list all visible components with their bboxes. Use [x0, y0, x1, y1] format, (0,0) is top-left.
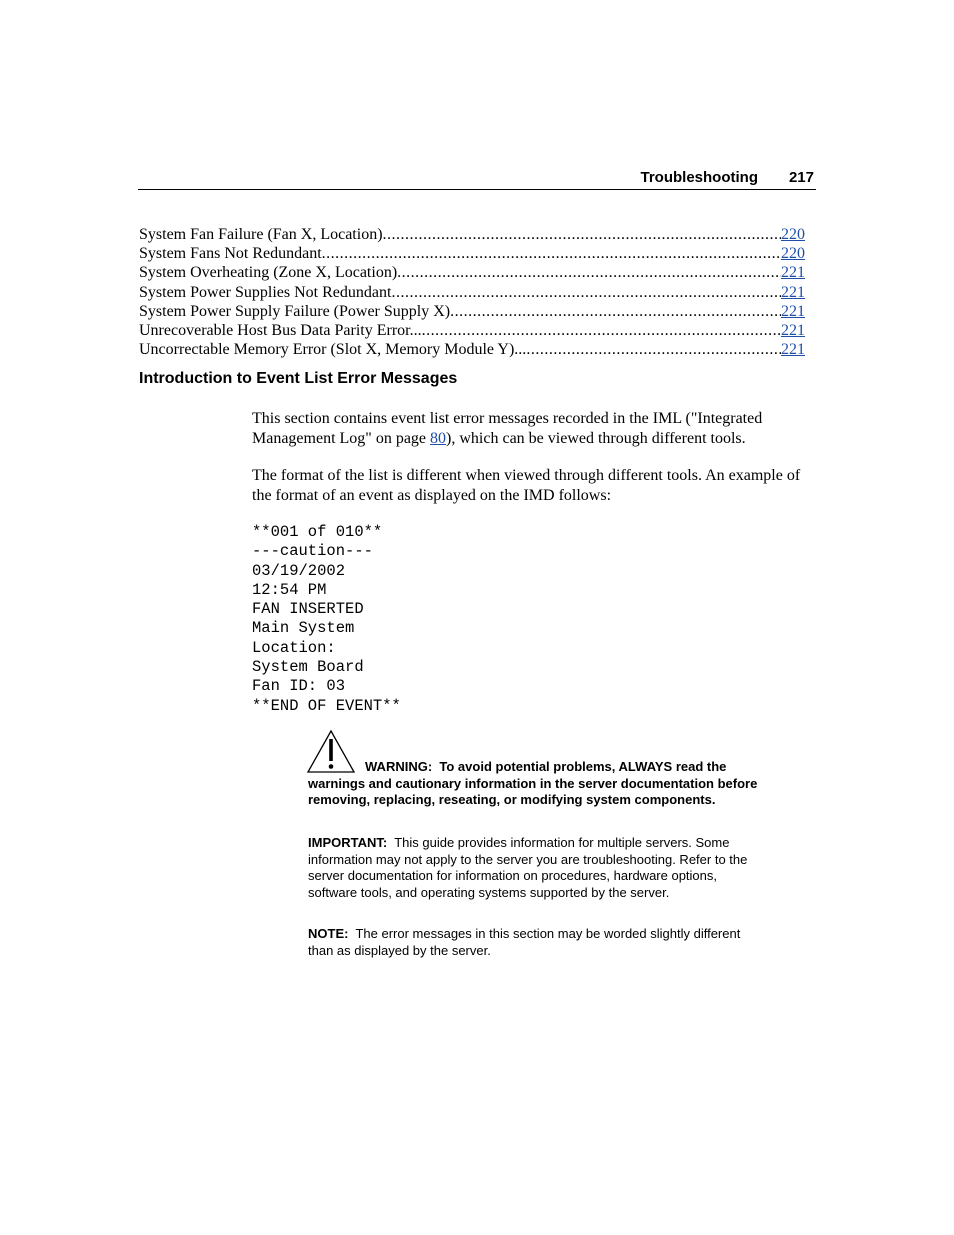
- intro-text-before: This section contains event list error messages recorded in the IML ("Integrated Management Log" on page: [252, 410, 763, 447]
- toc-entry[interactable]: [139, 340, 805, 359]
- toc-leader-dots: [383, 225, 781, 244]
- toc-entry[interactable]: [139, 225, 805, 244]
- code-line: Location:: [252, 638, 336, 657]
- code-line: Main System: [252, 619, 355, 638]
- warning-notice: [308, 759, 760, 809]
- event-example-code: [252, 523, 401, 716]
- toc-leader-dots: [422, 321, 781, 340]
- toc-leader-dots: [526, 340, 781, 359]
- toc-entry[interactable]: [139, 263, 805, 282]
- toc-page-link[interactable]: 221: [781, 283, 805, 301]
- toc-entry[interactable]: [139, 244, 805, 263]
- toc-entry-title: Unrecoverable Host Bus Data Parity Error...: [139, 321, 422, 339]
- table-of-contents: [139, 225, 805, 359]
- toc-page-link[interactable]: 221: [781, 341, 805, 359]
- toc-leader-dots: [391, 283, 781, 302]
- toc-leader-dots: [397, 263, 781, 282]
- page-header: [138, 168, 816, 190]
- code-line: Fan ID: 03: [252, 677, 346, 696]
- important-notice: [308, 835, 760, 901]
- note-text: The error messages in this section may be worded slightly different than as displayed by the server.: [308, 926, 741, 958]
- toc-entry[interactable]: [139, 283, 805, 302]
- intro-text-after: ), which can be viewed through different tools.: [446, 430, 746, 447]
- toc-entry-title: Uncorrectable Memory Error (Slot X, Memory Module Y)...: [139, 341, 527, 359]
- code-line: **END OF EVENT**: [252, 696, 401, 715]
- toc-page-link[interactable]: 221: [781, 321, 805, 339]
- toc-entry-title: System Fans Not Redundant: [139, 245, 322, 263]
- toc-entry[interactable]: [139, 321, 805, 340]
- intro-paragraph: [252, 409, 812, 449]
- toc-entry-title: System Power Supply Failure (Power Supply X): [139, 302, 451, 320]
- section-heading: Introduction to Event List Error Messages: [139, 370, 458, 387]
- toc-page-link[interactable]: 220: [781, 226, 805, 243]
- toc-entry-title: System Power Supplies Not Redundant: [139, 283, 392, 301]
- code-line: 12:54 PM: [252, 580, 327, 599]
- toc-entry-title: System Fan Failure (Fan X, Location): [139, 226, 383, 243]
- toc-leader-dots: [322, 244, 781, 263]
- warning-label: WARNING:: [365, 759, 433, 774]
- format-paragraph: The format of the list is different when viewed through different tools. An example of the format of an event as displayed on the IMD follows:: [252, 467, 801, 504]
- code-line: ---caution---: [252, 542, 373, 561]
- iml-page-link[interactable]: 80: [430, 430, 447, 447]
- toc-entry-title: System Overheating (Zone X, Location): [139, 264, 398, 282]
- toc-entry[interactable]: [139, 302, 805, 321]
- toc-page-link[interactable]: 221: [781, 264, 805, 282]
- code-line: 03/19/2002: [252, 561, 346, 580]
- important-text: This guide provides information for multiple servers. Some information may not apply to the server you are troubleshooting. Refer to the server documentation for information on procedures, hardware options, software tools, and operating systems supported by the server.: [308, 835, 748, 900]
- toc-leader-dots: [450, 302, 781, 321]
- code-line: FAN INSERTED: [252, 600, 364, 619]
- toc-page-link[interactable]: 221: [781, 302, 805, 320]
- note-notice: [308, 926, 760, 959]
- toc-page-link[interactable]: 220: [781, 245, 805, 263]
- code-line: System Board: [252, 658, 364, 677]
- note-label: NOTE:: [308, 926, 349, 941]
- header-section-title: Troubleshooting: [640, 169, 758, 186]
- code-line: **001 of 010**: [252, 523, 383, 541]
- important-label: IMPORTANT:: [308, 835, 388, 850]
- warning-text: To avoid potential problems, ALWAYS read the warnings and cautionary information in the server documentation before removing, replacing, reseating, or modifying system components.: [308, 759, 758, 807]
- header-page-number: 217: [788, 169, 814, 186]
